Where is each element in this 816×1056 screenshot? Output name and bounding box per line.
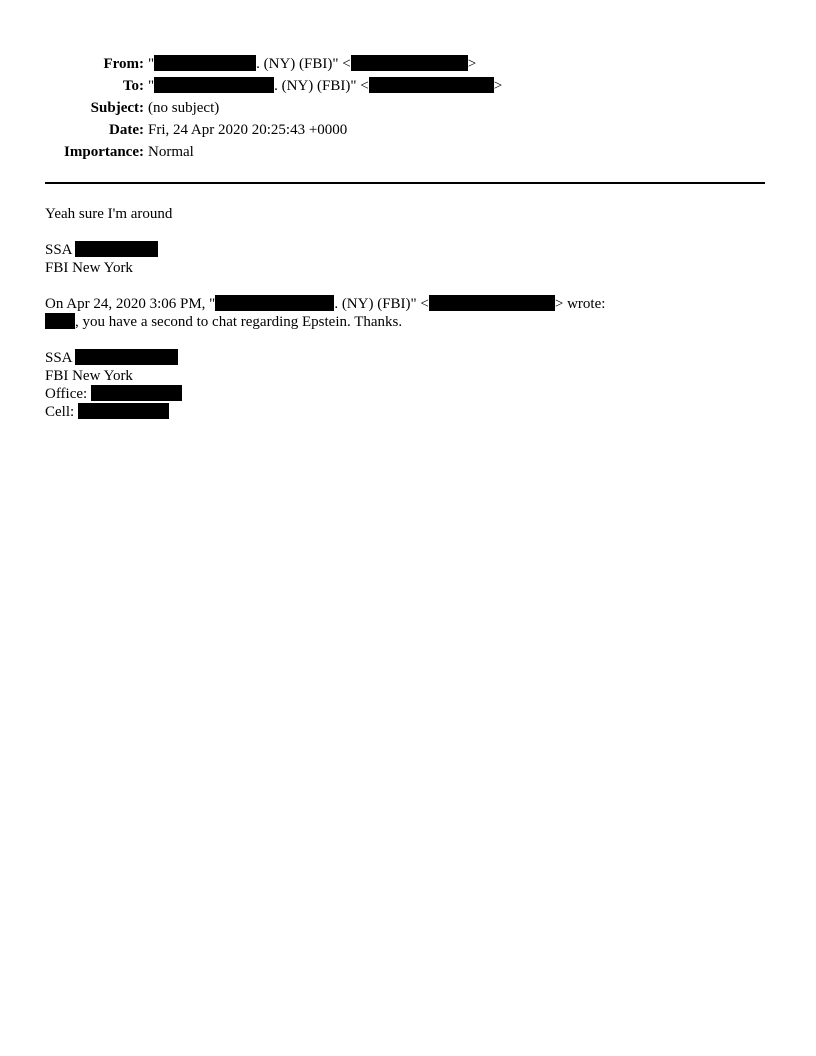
date-value: Fri, 24 Apr 2020 20:25:43 +0000 [148,122,348,138]
importance-row [0,141,816,163]
quoted-sig-title-line [45,349,785,367]
redaction-box [429,295,555,311]
redaction-box [45,313,75,329]
redaction-box [369,77,494,93]
redaction-box [351,55,468,71]
from-quote: " [148,56,155,72]
to-post: > [493,78,503,94]
reply-text [45,205,785,223]
header-divider [45,182,765,184]
redaction-box [215,295,334,311]
redaction-box [91,385,182,401]
quoted-message [45,295,785,331]
from-mid: . (NY) (FBI)" < [256,56,351,72]
from-row [0,53,816,75]
quoted-sig-org: FBI New York [45,368,133,384]
to-value [148,75,502,97]
intro-post: > wrote: [554,296,606,312]
sig-title-line [45,241,785,259]
cell-label: Cell: [45,404,75,420]
cell-line [45,403,785,421]
subject-row [0,97,816,119]
sig-org: FBI New York [45,260,133,276]
quoted-body-text: , you have a second to chat regarding Epstein. Thanks. [75,314,403,330]
date-row [0,119,816,141]
redaction-box [75,241,158,257]
subject-label: Subject: [90,100,144,116]
to-label: To: [122,78,144,94]
reply-line: Yeah sure I'm around [45,206,173,222]
office-label: Office: [45,386,88,402]
intro-mid: . (NY) (FBI)" < [334,296,429,312]
quoted-signature [45,349,785,421]
redaction-box [78,403,169,419]
from-value [148,53,476,75]
quoted-body [45,313,785,331]
sig-title: SSA [45,242,72,258]
redaction-box [154,55,256,71]
email-header [0,53,816,163]
date-label: Date: [109,122,144,138]
reply-signature [45,241,785,277]
subject-value: (no subject) [148,100,220,116]
intro-pre: On Apr 24, 2020 3:06 PM, " [45,296,216,312]
to-mid: . (NY) (FBI)" < [274,78,369,94]
redaction-box [75,349,178,365]
quoted-sig-title: SSA [45,350,72,366]
redaction-box [154,77,274,93]
from-post: > [467,56,477,72]
to-quote: " [148,78,155,94]
from-label: From: [103,56,144,72]
importance-label: Importance: [64,144,144,160]
to-row [0,75,816,97]
office-line [45,385,785,403]
quoted-intro [45,295,785,313]
importance-value: Normal [148,144,194,160]
